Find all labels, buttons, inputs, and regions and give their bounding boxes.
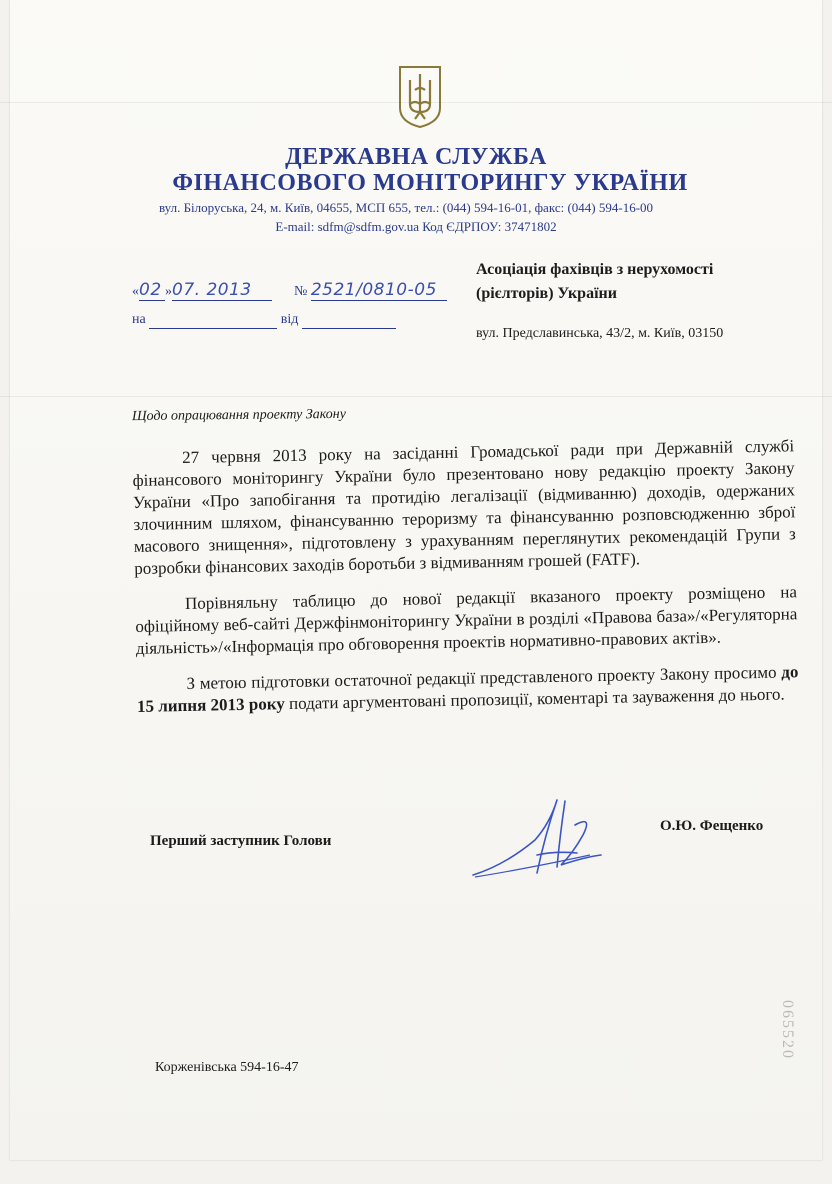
letter-subject: Щодо опрацювання проекту Закону xyxy=(131,406,346,425)
executor-contact: Корженівська 594-16-47 xyxy=(155,1060,299,1075)
date-month-year: 07. 2013 xyxy=(172,280,272,301)
p3-end: подати аргументовані пропозиції, коментарі та зауваження до нього. xyxy=(284,684,785,714)
from-label: від xyxy=(280,312,299,327)
from-line xyxy=(302,312,396,329)
outgoing-number xyxy=(294,280,447,301)
body-paragraph-2: Порівняльну таблицю до нової редакції вказаного проекту розміщено на офіційному веб-сайті Держфінмоніторингу України в розділі «Правова база»/«Регуляторна діяльність»/«Інформація про обговорення проектів нормативно-правових актів». xyxy=(135,582,798,658)
incoming-reference xyxy=(132,312,396,329)
outgoing-date: «02 »07. 2013 xyxy=(132,280,272,301)
number-value: 2521/0810-05 xyxy=(311,280,447,301)
agency-address: вул. Білоруська, 24, м. Київ, 04655, МСП 655, тел.: (044) 594-16-01, факс: (044) 594-16-00 xyxy=(158,200,654,215)
recipient-line2: (рієлторів) України xyxy=(476,285,617,302)
on-line xyxy=(149,312,277,329)
date-day: 02 xyxy=(139,280,165,301)
p3-start: З метою підготовки остаточної редакції представленого проекту Закону просимо xyxy=(186,662,782,693)
handwritten-signature xyxy=(465,795,605,880)
number-label: № xyxy=(294,284,308,299)
agency-email: E-mail: sdfm@sdfm.gov.ua Код ЄДРПОУ: 37471802 xyxy=(275,219,557,234)
signatory-name: О.Ю. Фещенко xyxy=(660,818,764,834)
coat-of-arms-icon xyxy=(397,64,443,130)
margin-stamp-number: 065520 xyxy=(779,1000,796,1060)
letter-body xyxy=(132,435,799,732)
body-paragraph-1: 27 червня 2013 року на засіданні Громадської ради при Державній службі фінансового моніторингу України було презентовано нову редакцію проекту Закону України «Про запобігання та протидію легалізації (відмиванню) доходів, одержаних злочинним шляхом, фінансуванню тероризму та фінансуванню розповсюдженню зброї масового знищення», підготовлену з урахуванням переглянутих рекомендацій Групи з розробки фінансових заходів боротьби з відмиванням грошей (FATF). xyxy=(132,436,796,578)
fold-line xyxy=(0,396,832,397)
agency-name-line2: ФІНАНСОВОГО МОНІТОРИНГУ УКРАЇНИ xyxy=(172,170,688,196)
recipient-line1: Асоціація фахівців з нерухомості xyxy=(476,261,714,278)
body-paragraph-3 xyxy=(136,661,799,718)
recipient-name xyxy=(476,258,713,306)
recipient-address: вул. Предславинська, 43/2, м. Київ, 03150 xyxy=(476,326,724,341)
on-label: на xyxy=(132,312,146,327)
deadline-date: до 15 липня 2013 року xyxy=(136,662,799,716)
agency-name-line1: ДЕРЖАВНА СЛУЖБА xyxy=(285,144,547,170)
signatory-title: Перший заступник Голови xyxy=(150,833,332,849)
